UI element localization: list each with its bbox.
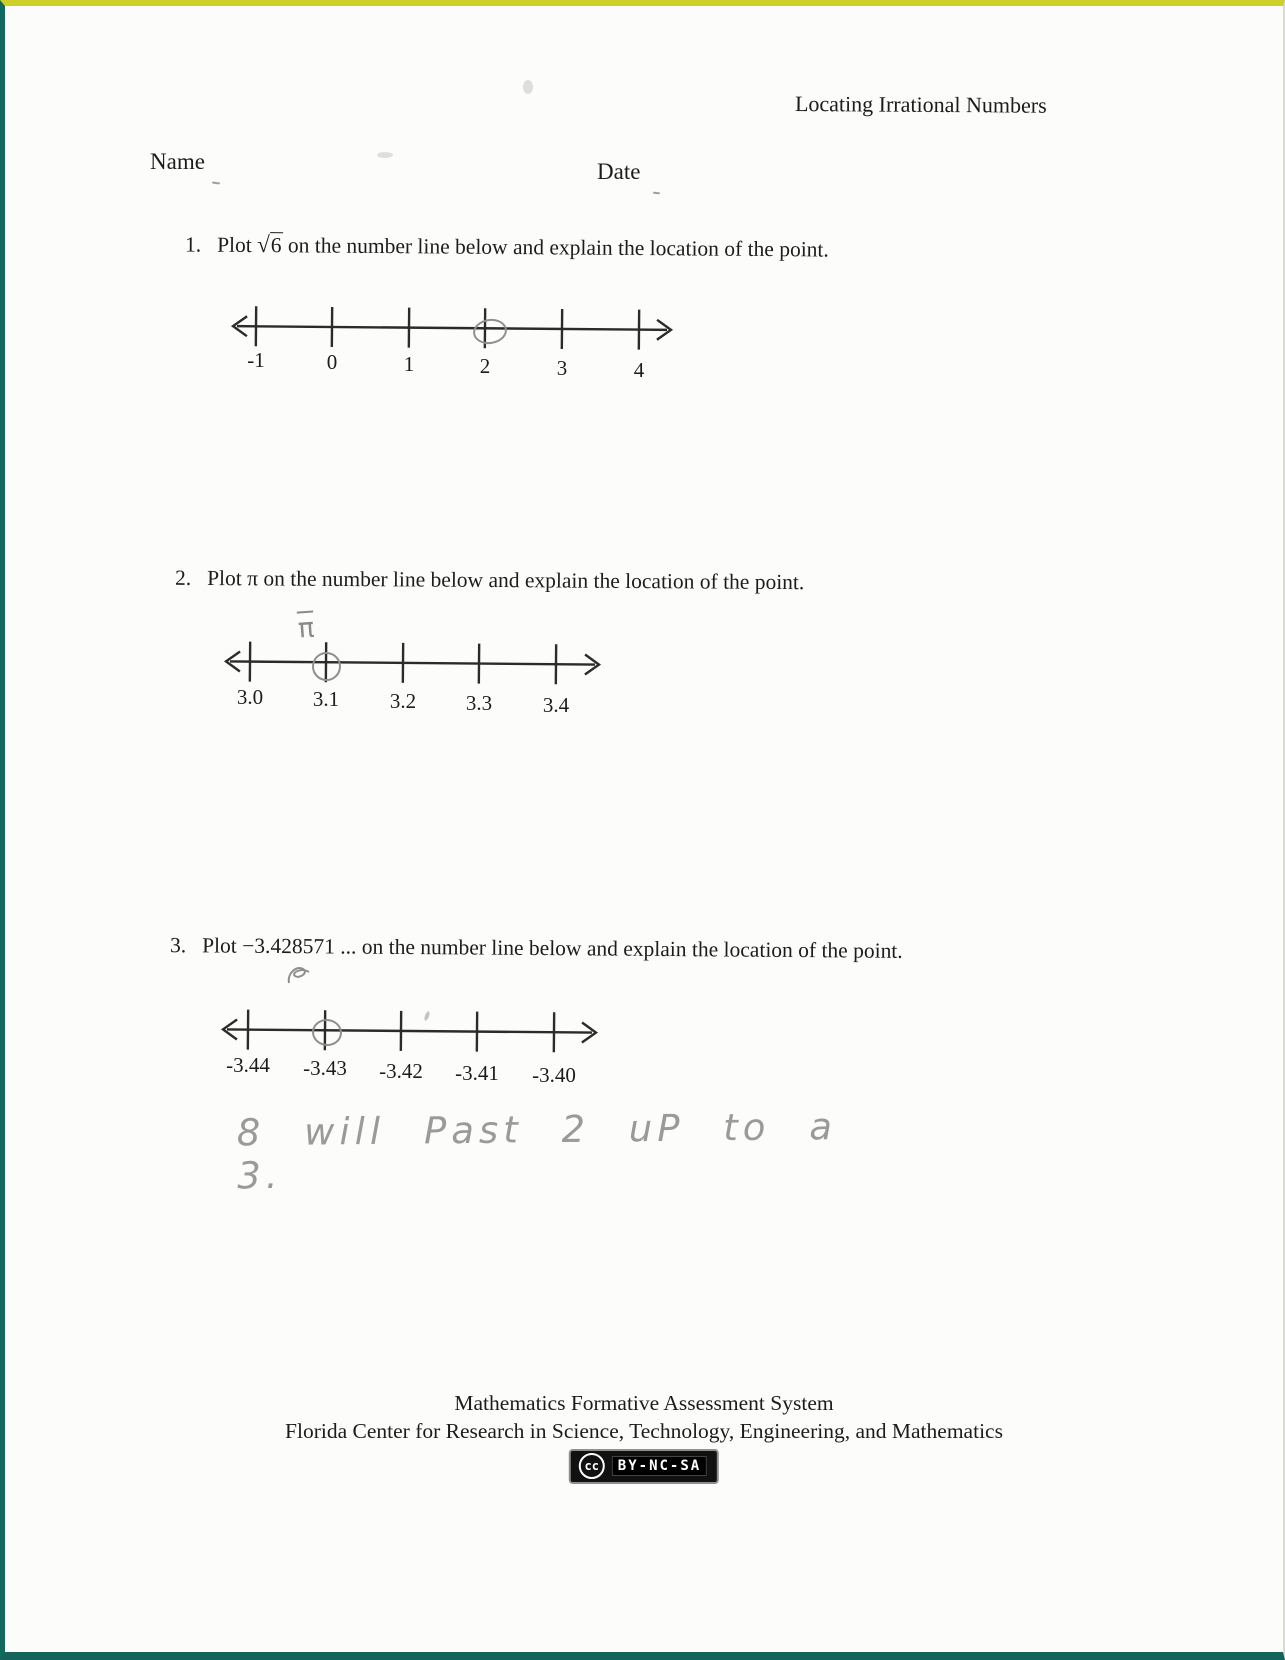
problem-3-body: Plot −3.428571 ... on the number line below and explain the location of the point. [202, 933, 903, 963]
number-line-3-axis [217, 1001, 602, 1060]
tick-label: 3.2 [389, 689, 417, 713]
pencil-mark [212, 181, 220, 184]
tick-label: -1 [247, 348, 265, 372]
tick-label: 3.1 [312, 687, 340, 711]
name-label: Name [150, 149, 205, 174]
number-line-1-axis [227, 298, 677, 358]
problem-1-number: 1. [184, 232, 202, 257]
number-line-3 [217, 1003, 602, 1098]
cc-license-text: BY-NC-SA [612, 1456, 707, 1476]
pencil-scribble [285, 963, 315, 989]
tick-label: 0 [326, 350, 338, 374]
scan-smudge [377, 152, 393, 158]
date-label: Date [597, 159, 641, 184]
tick-label: -3.41 [455, 1061, 499, 1085]
tick-label: 4 [633, 358, 645, 382]
radical-sign: √ [257, 232, 270, 258]
tick-label: -3.43 [303, 1056, 347, 1080]
number-line-1 [227, 300, 677, 380]
pencil-mark [653, 192, 660, 195]
page-title: Locating Irrational Numbers [794, 90, 1047, 118]
tick-label: 3 [556, 356, 568, 380]
tick-label: 2 [479, 354, 491, 378]
cc-license-badge [569, 1449, 719, 1484]
footer-system-name: Mathematics Formative Assessment System [454, 1391, 834, 1415]
problem-2-number: 2. [174, 565, 192, 590]
tick-label: -3.44 [226, 1053, 270, 1077]
problem-1-after: on the number line below and explain the location of the point. [287, 233, 829, 262]
tick-label: 3.4 [542, 693, 570, 717]
problem-1-text [185, 231, 829, 262]
scan-smudge [523, 80, 533, 94]
sqrt-expression [257, 233, 283, 257]
problem-2-body: Plot π on the number line below and explain the location of the point. [207, 566, 805, 595]
pi-handwritten: $\overline{\pi}$ [296, 612, 316, 645]
student-answer-handwriting: 8 will Past 2 uP to a 3. [236, 1105, 838, 1198]
tick-label: -3.42 [379, 1059, 423, 1083]
tick-label: 1 [403, 352, 415, 376]
tick-label: 3.0 [236, 685, 264, 709]
tick-label: 3.3 [465, 691, 493, 715]
problem-3-text [170, 933, 903, 964]
tick-label: -3.40 [532, 1063, 576, 1087]
problem-2-text [175, 566, 804, 595]
number-line-2 [220, 612, 605, 725]
problem-1-before: Plot [217, 232, 252, 257]
footer-center-name: Florida Center for Research in Science, Technology, Engineering, and Mathematics [285, 1419, 1003, 1443]
cc-logo-icon: cc [579, 1453, 605, 1479]
number-line-2-axis [220, 633, 605, 692]
radicand: 6 [270, 233, 282, 258]
problem-3-number: 3. [169, 933, 187, 958]
